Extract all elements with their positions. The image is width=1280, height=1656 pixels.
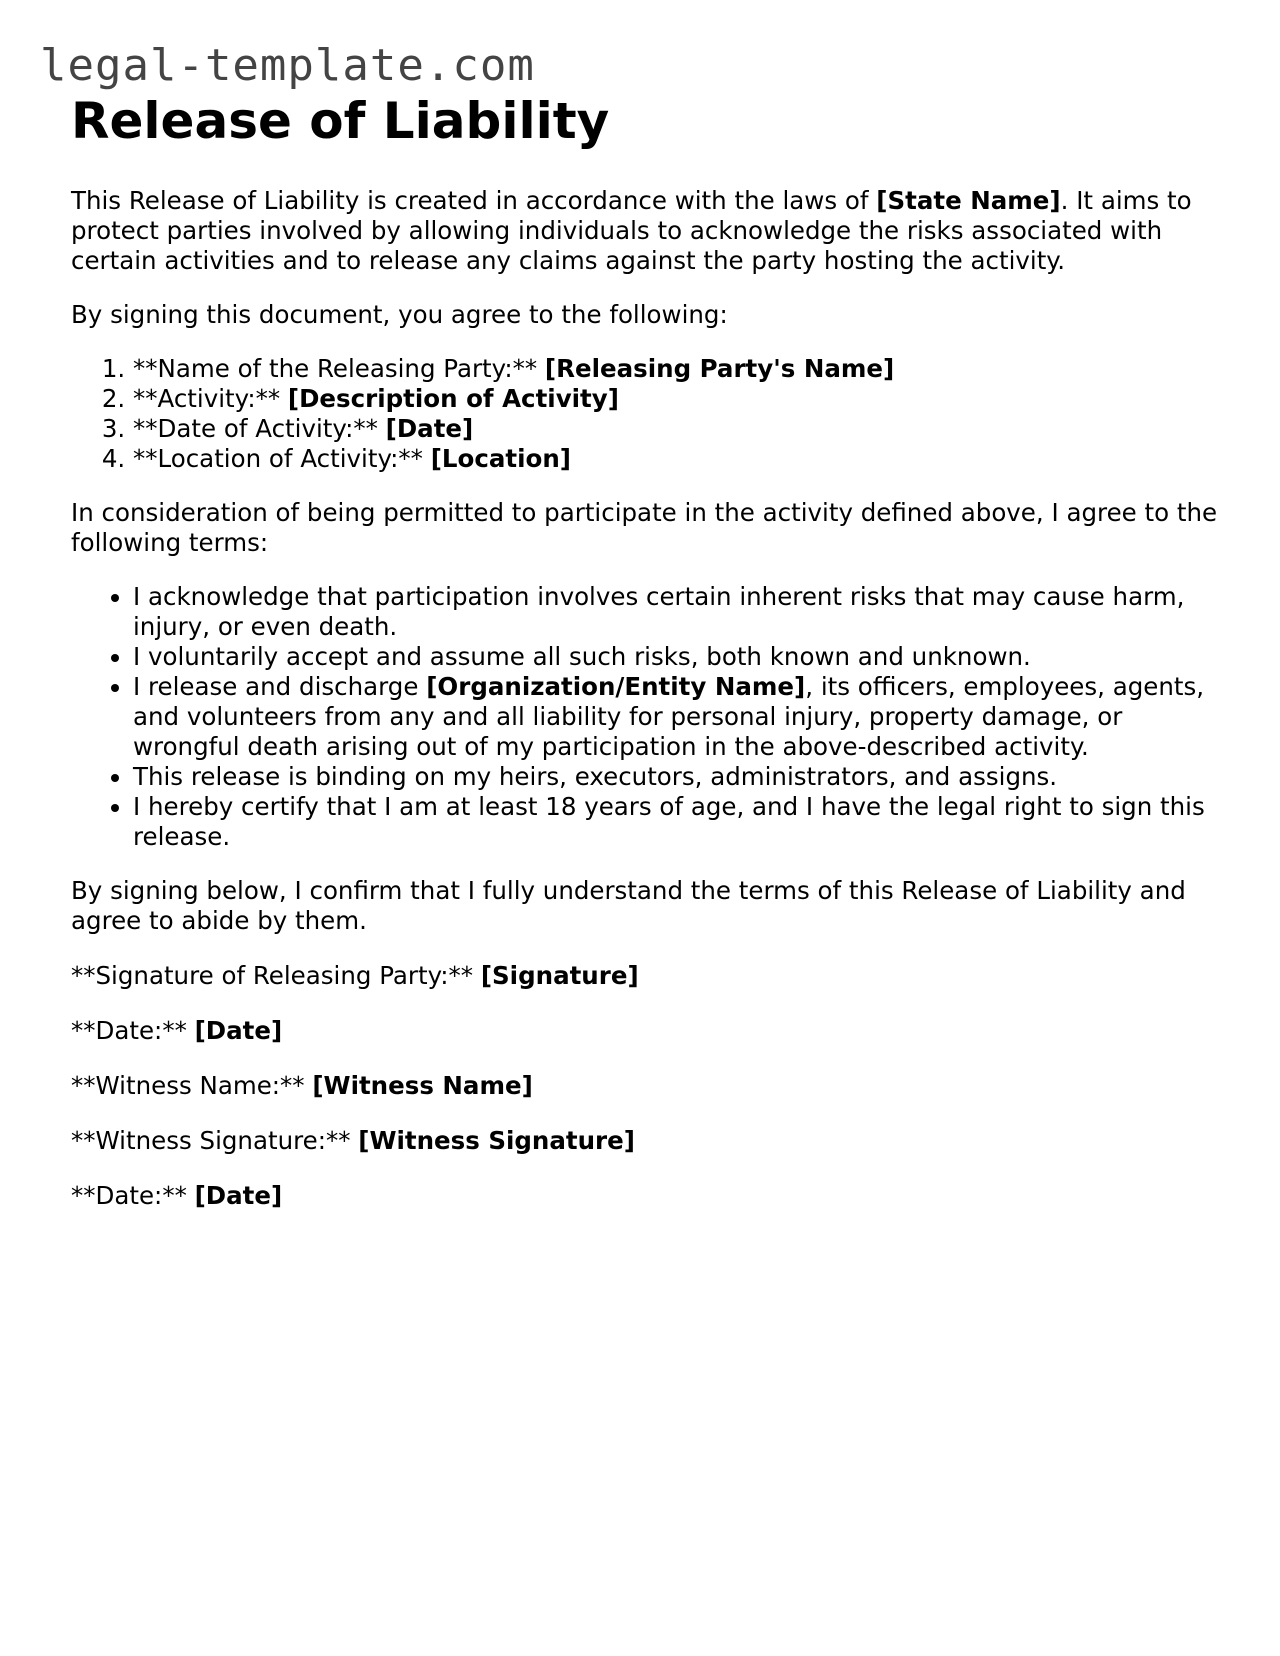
list-item-value: [Releasing Party's Name] <box>544 354 895 383</box>
watermark: legal-template.com <box>40 40 535 91</box>
intro-paragraph <box>71 186 1221 276</box>
term-text-after: , its officers, employees, agents, and volunteers from any and all liability for personal injury, property damage, or wrongful death arising out of my participation in the above-described activity. <box>133 672 1205 761</box>
list-item-value: [Description of Activity] <box>287 384 619 413</box>
signature-field-witness-date <box>71 1181 1221 1211</box>
term-item: • I hereby certify that I am at least 18 years of age, and I have the legal right to sign this release. <box>133 792 1221 852</box>
state-name-placeholder: [State Name] <box>876 186 1061 215</box>
list-item-label: **Activity:** <box>133 384 288 413</box>
field-value: [Date] <box>194 1181 283 1210</box>
list-item <box>133 414 1221 444</box>
intro-text-after: . It aims to protect parties involved by allowing individuals to acknowledge the risks associated with certain activities and to release any claims against the party hosting the activity. <box>71 186 1192 275</box>
list-item <box>133 354 1221 384</box>
intro-text-before: This Release of Liability is created in accordance with the laws of <box>71 186 877 215</box>
term-item: • This release is binding on my heirs, executors, administrators, and assigns. <box>133 762 1221 792</box>
list-item <box>133 384 1221 414</box>
term-text-before: I release and discharge <box>133 672 427 701</box>
field-label: **Signature of Releasing Party:** <box>71 961 481 990</box>
list-item-value: [Date] <box>385 414 474 443</box>
terms-list <box>71 582 1221 852</box>
list-item-label: **Name of the Releasing Party:** <box>133 354 545 383</box>
term-item <box>133 672 1221 762</box>
document-title: Release of Liability <box>71 92 610 150</box>
agree-intro: By signing this document, you agree to the following: <box>71 300 728 329</box>
field-value: [Witness Name] <box>312 1071 533 1100</box>
signature-field-witness-signature <box>71 1126 1221 1156</box>
organization-placeholder: [Organization/Entity Name] <box>426 672 806 701</box>
confirmation-paragraph: By signing below, I confirm that I fully understand the terms of this Release of Liability and agree to abide by them. <box>71 876 1186 935</box>
consideration-paragraph: In consideration of being permitted to participate in the activity defined above, I agree to the following terms: <box>71 498 1218 557</box>
list-item-label: **Location of Activity:** <box>133 444 431 473</box>
document <box>71 88 1221 1211</box>
list-item-value: [Location] <box>430 444 571 473</box>
signature-field-witness-name <box>71 1071 1221 1101</box>
signature-field-date <box>71 1016 1221 1046</box>
term-item: • I acknowledge that participation involves certain inherent risks that may cause harm, injury, or even death. <box>133 582 1221 642</box>
list-item-label: **Date of Activity:** <box>133 414 386 443</box>
term-item: • I voluntarily accept and assume all such risks, both known and unknown. <box>133 642 1221 672</box>
signature-field-releasing-party <box>71 961 1221 991</box>
field-label: **Date:** <box>71 1181 195 1210</box>
field-label: **Date:** <box>71 1016 195 1045</box>
field-label: **Witness Name:** <box>71 1071 313 1100</box>
field-value: [Date] <box>194 1016 283 1045</box>
list-item <box>133 444 1221 474</box>
numbered-list <box>71 354 1221 474</box>
field-value: [Signature] <box>480 961 639 990</box>
field-value: [Witness Signature] <box>358 1126 635 1155</box>
field-label: **Witness Signature:** <box>71 1126 359 1155</box>
